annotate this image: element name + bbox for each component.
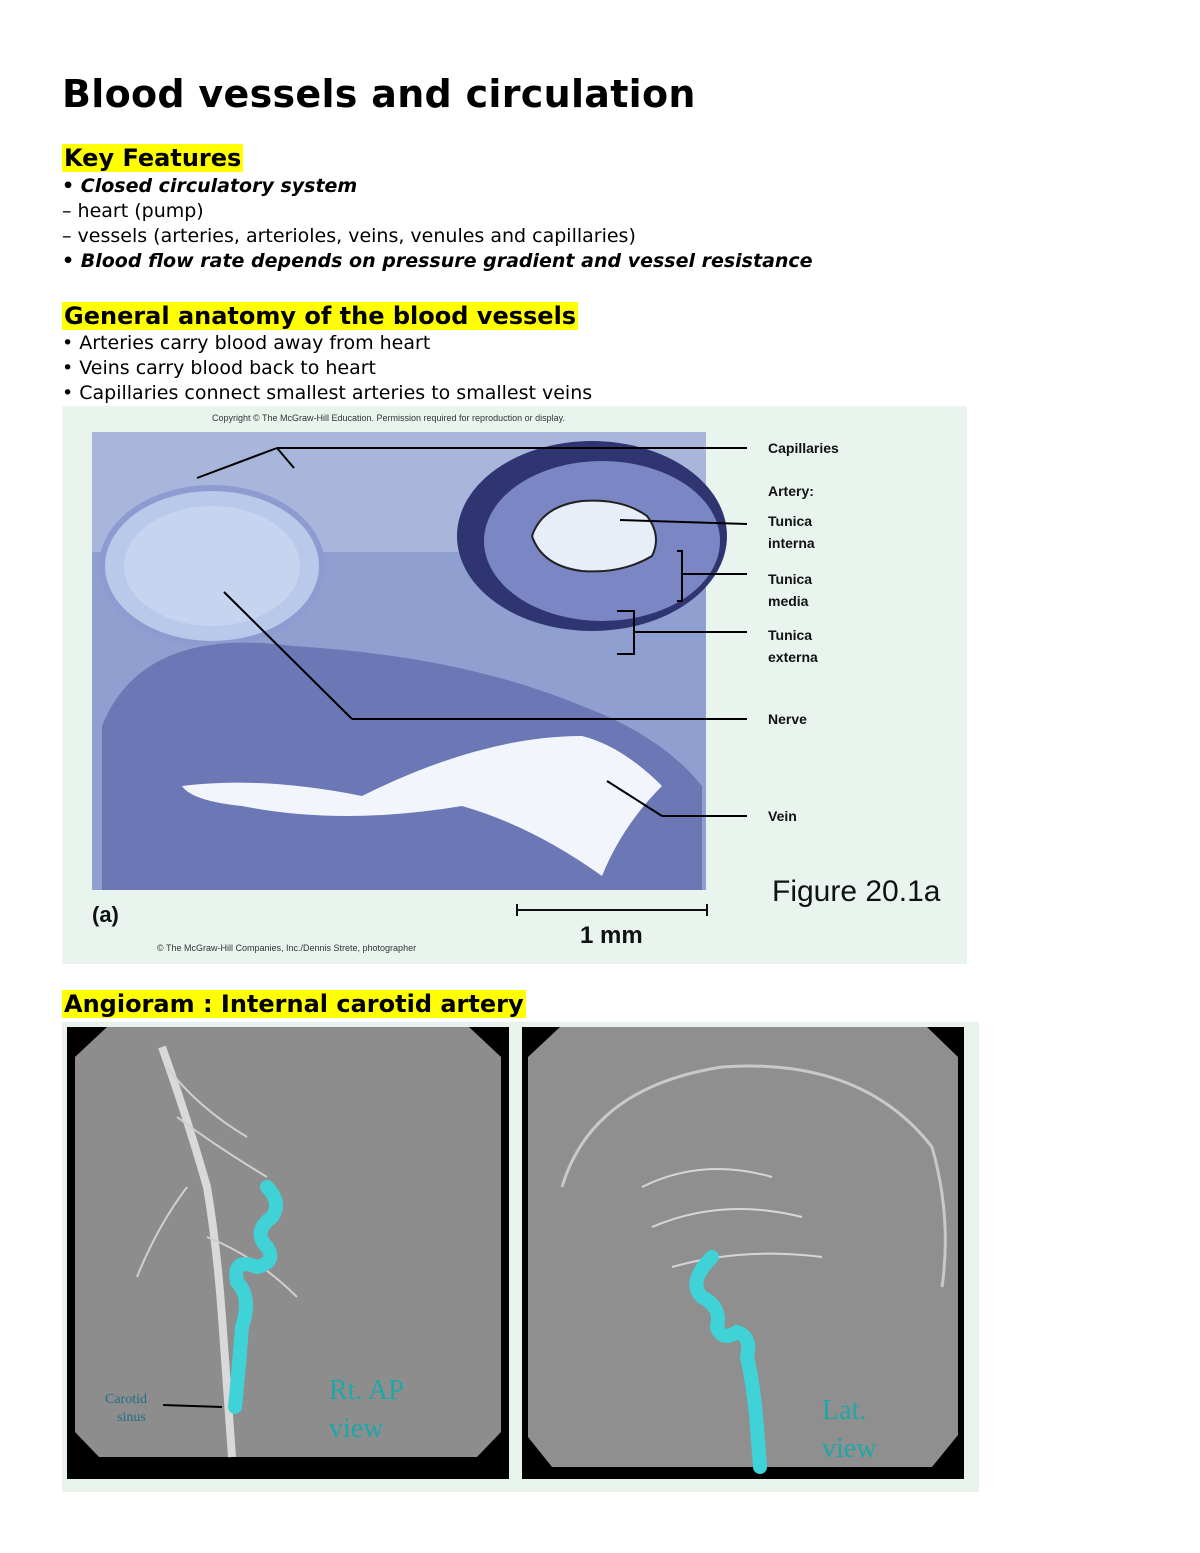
figure-number: Figure 20.1a	[772, 875, 941, 908]
angiogram-lateral-svg	[522, 1027, 964, 1479]
angiogram-heading	[62, 988, 526, 1023]
histology-figure-svg	[62, 406, 967, 964]
angiogram-lateral-panel	[522, 1027, 964, 1479]
label-tunica-externa-1: Tunica	[768, 627, 813, 643]
label-capillaries: Capillaries	[768, 440, 839, 456]
histology-figure	[62, 406, 967, 964]
angiogram-ap-svg	[67, 1027, 509, 1479]
bullet-capillaries: • Capillaries connect smallest arteries to smallest veins	[62, 382, 593, 404]
figure-copyright-top: Copyright © The McGraw-Hill Education. Permission required for reproduction or display.	[212, 413, 565, 423]
label-artery: Artery:	[768, 483, 814, 499]
angiogram-ap-panel	[67, 1027, 509, 1479]
bullet-veins: • Veins carry blood back to heart	[62, 357, 377, 379]
lateral-view-caption-2: view	[822, 1433, 877, 1464]
lateral-view-caption-1: Lat.	[822, 1395, 867, 1426]
scale-label: 1 mm	[580, 922, 643, 949]
anatomy-heading-text: General anatomy of the blood vessels	[64, 302, 577, 330]
label-vein: Vein	[768, 808, 797, 824]
carotid-sinus-label-2: sinus	[117, 1410, 146, 1425]
bullet-closed-system: • Closed circulatory system	[62, 175, 358, 197]
artery-lumen	[532, 501, 656, 572]
label-tunica-media-2: media	[768, 593, 809, 609]
dash-heart: – heart (pump)	[62, 200, 204, 222]
label-tunica-externa-2: externa	[768, 649, 818, 665]
label-tunica-media-1: Tunica	[768, 571, 813, 587]
nerve-core	[124, 506, 300, 626]
key-features-heading-text: Key Features	[64, 144, 242, 172]
figure-panel-label: (a)	[92, 902, 119, 927]
label-tunica-interna-2: interna	[768, 535, 815, 551]
dash-vessels: – vessels (arteries, arterioles, veins, venules and capillaries)	[62, 225, 636, 247]
angiogram-figure	[62, 1022, 979, 1492]
ap-view-caption-2: view	[329, 1413, 384, 1444]
ap-view-caption-1: Rt. AP	[329, 1375, 404, 1406]
label-nerve: Nerve	[768, 711, 807, 727]
carotid-sinus-label-1: Carotid	[105, 1392, 147, 1407]
bullet-arteries: • Arteries carry blood away from heart	[62, 332, 431, 354]
lateral-xray-field	[528, 1027, 958, 1467]
scale-bar	[517, 904, 707, 916]
angiogram-heading-text: Angioram : Internal carotid artery	[64, 990, 524, 1018]
label-tunica-interna-1: Tunica	[768, 513, 813, 529]
key-features-heading	[62, 142, 243, 177]
anatomy-heading	[62, 300, 578, 335]
figure-credit: © The McGraw-Hill Companies, Inc./Dennis Strete, photographer	[157, 943, 417, 953]
bullet-blood-flow: • Blood flow rate depends on pressure gradient and vessel resistance	[62, 250, 813, 272]
page-title: Blood vessels and circulation	[62, 72, 696, 116]
